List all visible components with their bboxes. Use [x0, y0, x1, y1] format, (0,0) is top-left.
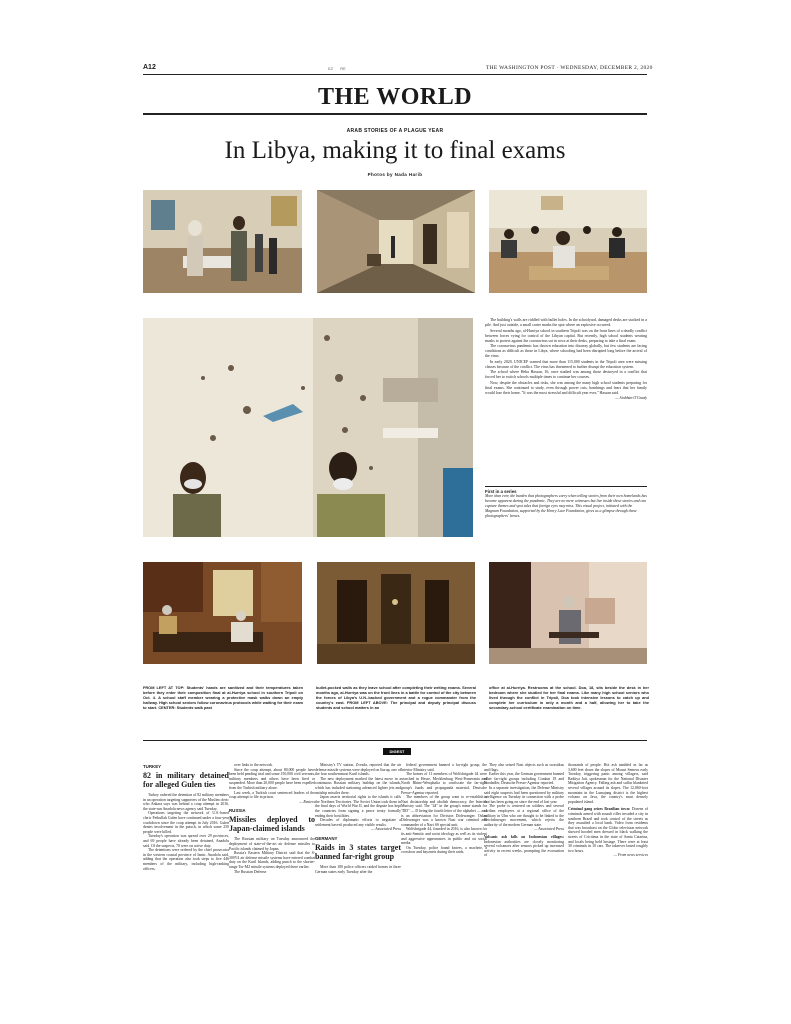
brief-paragraph: More than 180 police officers raided homes in three German states early Tuesday after the	[315, 864, 401, 874]
photo-empty-hallway	[317, 190, 475, 293]
brief-paragraph: Russia's Eastern Military District said that the S-300V4 air defense missile systems have entered combat duty on the Kuril Islands, adding punch to the shorter-range Tor-M2 missile systems deployed there earlier.	[229, 851, 315, 869]
brief-lead-text: Indonesian authorities are closely monitoring several volcanoes after sensors picked up increased activity in recent weeks, prompting the evacuation of	[484, 839, 564, 858]
source-credit: — Associated Press	[534, 827, 564, 832]
article-paragraph: The coronavirus pandemic has thrown education into disarray globally, but few students are facing conditions as difficult as those in Libya, where schooling had been disrupted long before the arrival of the virus.	[485, 344, 647, 358]
digest-column-4	[401, 763, 487, 855]
brief-headline: Raids in 3 states target banned far-right group	[315, 842, 401, 861]
brief-paragraph: Wolfsbrigade 44, founded in 2016, is also known for its anti-Semitic and racist ideology as well as its violent and aggressive appearances in public and on social media.	[401, 827, 487, 846]
source-credit: — Associated Press	[371, 827, 401, 832]
brief-paragraph: Last week, a Turkish court sentenced leaders of the coup attempt to life in prison.	[229, 790, 315, 800]
brief-item	[484, 835, 564, 858]
photo-bullet-pocked-wall	[143, 318, 473, 537]
digest-column-3	[315, 763, 401, 874]
brief-paragraph: Decades of diplomatic efforts to negotiate a settlement haven't produced any visible results.	[315, 818, 401, 827]
brief-paragraph: Since the coup attempt, about 80,000 people have been held pending trial and some 150,000 civil servants, military members and others have been fired or suspended. More than 20,000 people have been expelled from the Turkish military alone.	[229, 767, 315, 790]
article-paragraph: The building's walls are riddled with bullet holes. In the schoolyard, damaged desks are stacked in a pile. And just outside, a small crater marks the spot where an explosive occurred.	[485, 318, 647, 327]
brief-paragraph: Earlier this year, the German government banned other far-right groups including Combat 18 and Nordadler, Deutsche Presse-Agentur reported.	[484, 772, 564, 786]
source-credit: — Reuters	[299, 799, 315, 804]
article-signature: — Siobhán O'Grady	[615, 396, 647, 400]
photo-byline: Photos by Nada Harib	[367, 172, 423, 177]
brief-paragraph: The new deployment marked the latest move in a continuous Russian military buildup on the islands, which has included stationing advanced fighter jets and antiship missiles there.	[315, 776, 401, 795]
brief-paragraph: federal government banned a far-right group, the Interior Ministry said.	[401, 763, 487, 772]
photo-caption-1: FROM LEFT AT TOP: Students' hands are sanitized and their temperatures taken before they enter their composition final at al-Hurriya school in southern Tripoli on Oct. 4. A school staff member wearing a protective mask walks down an empty hallway. High school seniors follow coronavirus protocols while waiting for their exam to start. CENTER: Students walk past	[143, 685, 303, 710]
brief-paragraph: On Tuesday, police found knives, a machete, a crossbow and bayonets during their raids.	[401, 845, 487, 855]
brief-paragraph: Turkey ordered the detention of 82 military members in an operation targeting supporters of the Muslim cleric who Ankara says was behind a coup attempt in 2016, the state-run Anadolu news agency said Tuesday.	[143, 793, 229, 811]
article-paragraph: The school where Heba Hassan, 16, once studied was among those destroyed in a conflict that forced her to switch schools multiple times to continue her courses.	[485, 370, 647, 379]
publication-dateline: THE WASHINGTON POST · WEDNESDAY, DECEMBER 2, 2020	[486, 65, 653, 71]
photo-sanitizing-hands	[143, 190, 302, 293]
digest-column-2	[229, 763, 315, 874]
series-title: First in a series	[485, 489, 517, 494]
digest-label: DIGEST	[383, 748, 411, 755]
digest-column-6	[568, 763, 648, 858]
photo-restrooms	[317, 562, 475, 664]
brief-paragraph: over links to the network.	[234, 763, 273, 767]
brief-lead: Volcanic ash falls on Indonesian villages:	[484, 834, 564, 839]
brief-item	[568, 807, 648, 853]
brief-paragraph: In a separate investigation, the Defense Ministry said eight suspects had been questioned by military intelligence on Tuesday in connection with a probe that has been going on since the end of last year.	[484, 785, 564, 804]
brief-paragraph: The detentions were ordered by the chief prosecutor in the western coastal province of Izmir, Anadolu said, adding that the operation also took steps to five 446 members of the military, including high-ranking officers,	[143, 848, 229, 871]
brief-lead-text: Dozens of criminals armed with assault rifles invaded a city in southern Brazil and took control of the streets as they assaulted a local bank. Video from residents that was broadcast on the Globo television network showed hooded men dressed in black walking the streets of Criciúma in the state of Santa Catarina, and locals being held hostage. There were at least 30 criminals in 10 cars. The takeover lasted roughly two hours.	[568, 807, 648, 853]
brief-paragraph: The Russian military on Tuesday announced the deployment of state-of-the-art air defense missiles to Pacific islands claimed by Japan.	[229, 837, 315, 851]
brief-paragraph: Ministry's TV station, Zvezda, reported that the air defense missile systems were deployed on Iturup, one of the four southernmost Kuril islands.	[315, 763, 401, 777]
article-paragraph: Now, despite the obstacles and risks, she was among the many high school students preparing for final exams. She continued to study, even through power cuts, bombings and fears that her family would lose their home. "It was the most stressful and difficult year ever," Hassan said.	[485, 380, 647, 395]
series-note	[485, 486, 647, 519]
country-tag: GERMANY	[315, 835, 338, 841]
country-tag: RUSSIA	[229, 808, 246, 814]
photo-caption-2: bullet-pocked walls as they leave school after completing their writing exams. Several months ago, al-Hurriya was on the front lines in a battle for control of the city between the forces of Libya's U.N.-backed government and a rogue commander from the country's east. FROM LEFT ABOVE: The principal and deputy principal discuss students and school matters in an	[316, 685, 476, 710]
brief-headline: 82 in military detained for alleged Gulen ties	[143, 771, 229, 789]
source-credit: — From news services	[613, 853, 648, 858]
brief-paragraph: The probe is centered on soldiers and several civilian employees at a regional office of the military in Ulm who are thought to be linked to the Reichsbuerger movement, which rejects the authority of the modern German state.	[484, 804, 564, 827]
section-rule	[143, 113, 647, 115]
article-paragraph: In early 2020, UNICEF warned that more than 115,000 students in the Tripoli area were missing classes because of the conflict. The virus has threatened to further disrupt the education system.	[485, 359, 647, 369]
article-paragraph: Several months ago, al-Hurriya school in southern Tripoli was on the front lines of a deadly conflict between forces vying for control of the Libyan capital. But recently, high school students wearing masks to protect against the coronavirus sat in rows at their desks, preparing to take a final exam.	[485, 328, 647, 343]
photo-exam-room	[489, 190, 647, 293]
photo-caption-3: office at al-Hurriya. Restrooms at the school. Doa, 18, sits beside the desk in her bedroom where she studied for her final exams. Like many high school seniors who lived through the conflict in Tripoli, Doa took intensive lessons to catch up and complete her curriculum in only a month and a half, allowing her to take the secondary-school certificate examination on time.	[489, 685, 649, 710]
brief-paragraph: The Russian Defense	[234, 869, 267, 874]
brief-lead: Criminal gang seizes Brazilian town:	[568, 807, 631, 812]
brief-paragraph: The homes of 11 members of Wolfsbrigade 44 were searched in Hesse, Mecklenburg West-Pomerania and North Rhine-Westphalia to confiscate the far-right group's funds and propaganda material, Deutsche Presse-Agentur reported.	[401, 772, 487, 795]
edition-marks: EZ RE	[328, 66, 346, 71]
brief-paragraph: Tuesday's operation was spread over 29 provinces, and 69 people have already been detained, Anadolu said. Of the suspects, 70 were on active duty.	[143, 834, 229, 848]
brief-paragraph: thousands of people. Hot ash tumbled as far as 3,600 feet down the slopes of Mount Semeru early Tuesday, triggering panic among villagers, said Raditya Jati, spokesman for the National Disaster Mitigation Agency. Falling ash and sulfur blanketed several villages around its slopes. The 12,060-foot mountain in the Lumajang district is the highest volcano on Java, the country's most densely populated island.	[568, 763, 648, 804]
brief-headline: Missiles deployed to Japan-claimed islands	[229, 815, 315, 834]
photo-principal-office	[143, 562, 302, 664]
story-kicker: ARAB STORIES OF A PLAGUE YEAR	[346, 128, 444, 134]
digest-rule	[143, 740, 647, 741]
brief-paragraph: They also seized Nazi objects such as swastikas and flags.	[484, 763, 564, 772]
digest-column-1	[143, 763, 229, 871]
digest-column-5	[484, 763, 564, 858]
country-tag: TURKEY	[143, 764, 162, 769]
photo-student-bedroom	[489, 562, 647, 664]
header-rule	[143, 74, 647, 75]
brief-paragraph: Japan asserts territorial rights to the islands it calls the Northern Territories. The Soviet Union took them in the final days of World War II, and the dispute has kept the countries from signing a peace treaty formally ending their hostilities.	[315, 795, 401, 818]
page-number: A12	[143, 64, 156, 71]
series-text: More than ever, the burden that photographers carry when telling stories from their own homelands has become apparent during the pandemic. They are no mere witnesses but live inside these stories and can capture themes and spot tales that foreign eyes may miss. This visual project, initiated with the Magnum Foundation, supported by the Henry Luce Foundation, gives us a glimpse through these photographers' lenses.	[485, 494, 647, 518]
story-headline: In Libya, making it to final exams	[224, 137, 566, 164]
article-body	[485, 318, 647, 402]
brief-paragraph: The members of the group want to re-establish a Nazi dictatorship and abolish democracy, the Interior Ministry said. The "44" in the group's name stands for "DD" — D being the fourth letter of the alphabet — and is an abbreviation for Division Dirlewanger. Oskar Dirlewanger was a known Nazi war criminal and commander of a Nazi SS special unit.	[401, 795, 487, 827]
brief-paragraph: Operations targeting the network of U.S.-based cleric Fethullah Gulen have continued under a four-year crackdown since the coup attempt in July 2016. Gulen denies involvement in the putsch, in which some 250 people were killed.	[143, 811, 229, 834]
section-title: THE WORLD	[317, 84, 473, 110]
